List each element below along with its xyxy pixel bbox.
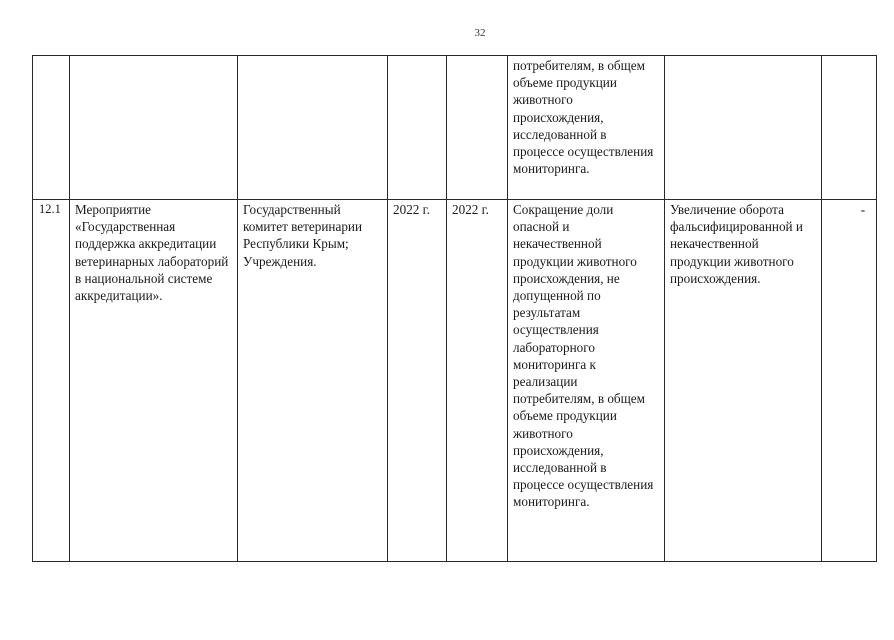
non-implementation-consequence: Увеличение оборота фальсифицированной и некачественной продукции животного происхождения. bbox=[665, 200, 822, 562]
program-table bbox=[32, 55, 877, 562]
responsible-executor: Государственный комитет ветеринарии Республики Крым; Учреждения. bbox=[238, 200, 388, 562]
responsible-cell bbox=[238, 56, 388, 200]
table-row-continued bbox=[33, 56, 877, 200]
note-dash: - bbox=[860, 202, 866, 217]
number-cell bbox=[33, 56, 70, 200]
end-year: 2022 г. bbox=[447, 200, 508, 562]
table-row-12-1 bbox=[33, 200, 877, 562]
page-number: 32 bbox=[474, 27, 486, 39]
row-number: 12.1 bbox=[33, 200, 70, 562]
consequence-cell bbox=[665, 56, 822, 200]
note-cell bbox=[822, 200, 877, 562]
indicator-cell: потребителям, в общем объеме продукции животного происхождения, исследованной в процессе осуществления мониторинга. bbox=[508, 56, 665, 200]
start-year-cell bbox=[388, 56, 447, 200]
note-cell bbox=[822, 56, 877, 200]
indicator-description: Сокращение доли опасной и некачественной продукции животного происхождения, не допущенной по результатам осуществления лабораторного мониторинга к реализации потребителям, в общем объеме продукции животного происхождения, исследованной в процессе осуществления мониторинга. bbox=[508, 200, 665, 562]
event-cell bbox=[70, 56, 238, 200]
start-year: 2022 г. bbox=[388, 200, 447, 562]
event-name: Мероприятие «Государственная поддержка аккредитации ветеринарных лабораторий в национальной системе аккредитации». bbox=[70, 200, 238, 562]
end-year-cell bbox=[447, 56, 508, 200]
